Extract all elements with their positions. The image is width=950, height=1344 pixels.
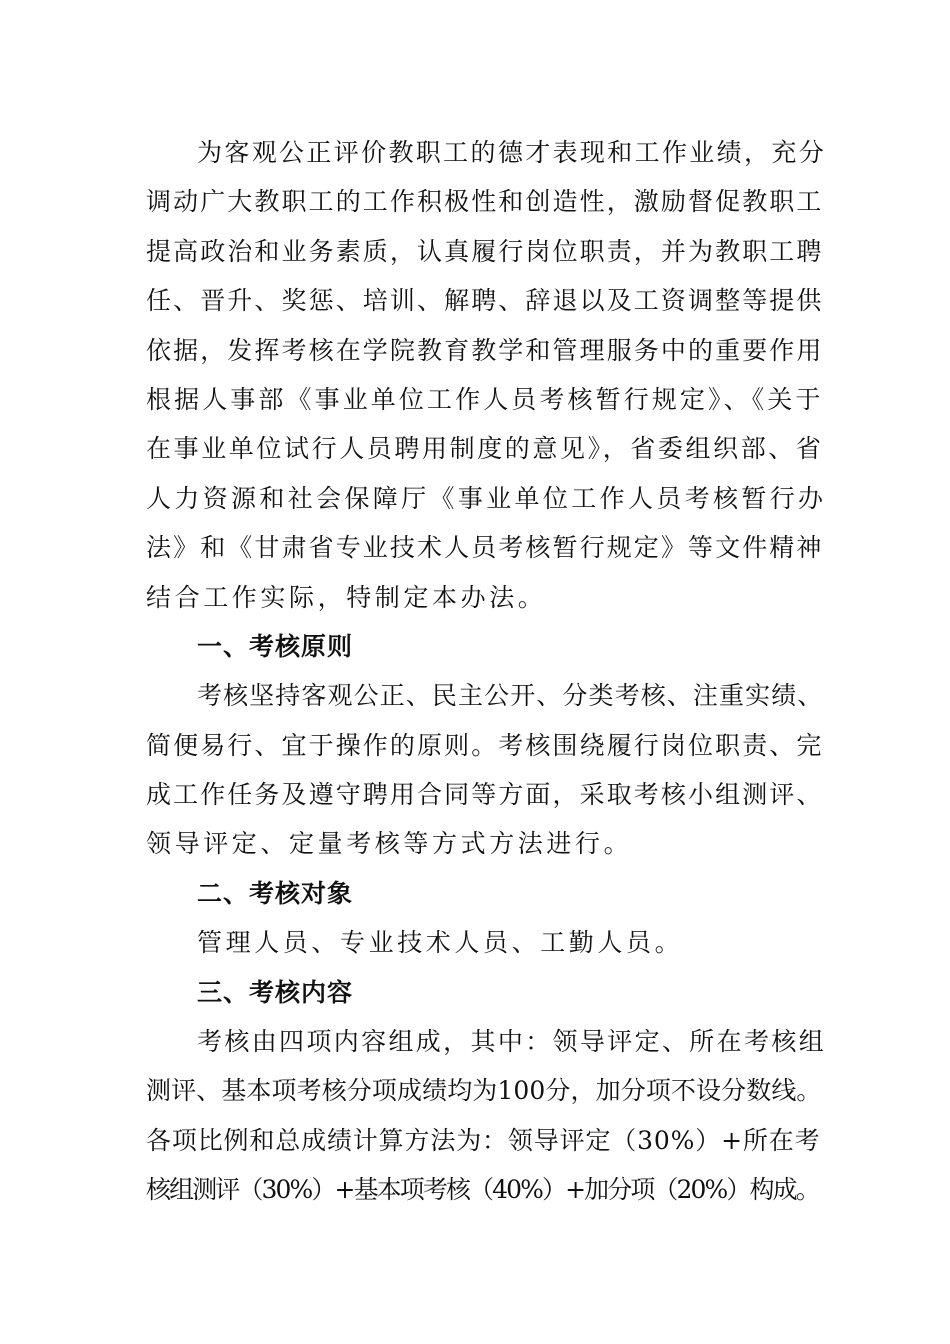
section-heading-principles: 一、考核原则 <box>197 631 354 661</box>
paragraph-line: 核组测评（30%）+基本项考核（40%）+加分项（20%）构成。 <box>146 1175 819 1205</box>
section-heading-content: 三、考核内容 <box>197 977 354 1007</box>
paragraph-line: 提高政治和业务素质，认真履行岗位职责，并为教职工聘 <box>146 236 824 266</box>
paragraph-line: 领导评定、定量考核等方式方法进行。 <box>146 829 633 859</box>
paragraph-line: 调动广大教职工的工作积极性和创造性，激励督促教职工 <box>146 187 824 217</box>
paragraph-line: 在事业单位试行人员聘用制度的意见》，省委组织部、省 <box>146 434 824 464</box>
paragraph-line: 各项比例和总成绩计算方法为：领导评定（30%）+所在考 <box>146 1125 821 1155</box>
paragraph-line: 管理人员、专业技术人员、工勤人员。 <box>197 928 684 958</box>
paragraph-line: 成工作任务及遵守聘用合同等方面，采取考核小组测评、 <box>146 780 824 810</box>
paragraph-line: 测评、基本项考核分项成绩均为100分，加分项不设分数线。 <box>146 1076 822 1106</box>
paragraph-line: 考核坚持客观公正、民主公开、分类考核、注重实绩、 <box>197 681 824 711</box>
paragraph-line: 任、晋升、奖惩、培训、解聘、辞退以及工资调整等提供 <box>146 286 824 316</box>
paragraph-line: 人力资源和社会保障厅《事业单位工作人员考核暂行办 <box>146 483 827 513</box>
paragraph-line: 法》和《甘肃省专业技术人员考核暂行规定》等文件精神 <box>146 533 824 563</box>
paragraph-line: 结合工作实际，特制定本办法。 <box>146 582 547 612</box>
paragraph-line: 简便易行、宜于操作的原则。考核围绕履行岗位职责、完 <box>146 730 824 760</box>
paragraph-line: 考核由四项内容组成，其中：领导评定、所在考核组 <box>197 1027 827 1057</box>
section-heading-targets: 二、考核对象 <box>197 878 354 908</box>
paragraph-line: 依据，发挥考核在学院教育教学和管理服务中的重要作用 <box>146 335 824 365</box>
paragraph-line: 根据人事部《事业单位工作人员考核暂行规定》、《关于 <box>146 384 824 414</box>
paragraph-line: 为客观公正评价教职工的德才表现和工作业绩，充分 <box>197 138 827 167</box>
document-body <box>146 128 826 1215</box>
